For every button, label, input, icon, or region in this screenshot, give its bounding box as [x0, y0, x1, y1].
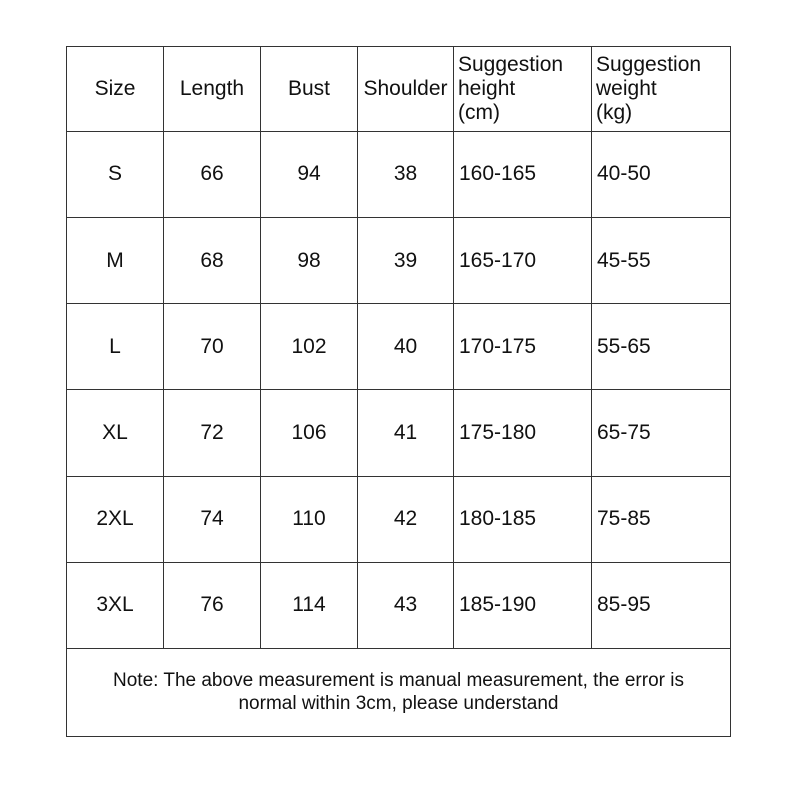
- cell-height: 185-190: [454, 562, 592, 648]
- cell-length: 76: [164, 562, 261, 648]
- cell-height: 160-165: [454, 132, 592, 218]
- cell-length: 68: [164, 218, 261, 304]
- cell-bust: 110: [261, 476, 358, 562]
- note-cell: [67, 648, 731, 736]
- cell-bust: 94: [261, 132, 358, 218]
- header-weight-line-1: Suggestion: [596, 52, 702, 76]
- cell-bust: 98: [261, 218, 358, 304]
- table-row: [67, 562, 731, 648]
- header-length: Length: [164, 47, 261, 132]
- header-row: [67, 47, 731, 132]
- cell-length: 66: [164, 132, 261, 218]
- cell-height: 165-170: [454, 218, 592, 304]
- cell-size: M: [67, 218, 164, 304]
- cell-weight: 75-85: [592, 476, 731, 562]
- table-row: [67, 218, 731, 304]
- header-weight-line-2: weight: [596, 76, 657, 100]
- cell-size: 2XL: [67, 476, 164, 562]
- header-size: Size: [67, 47, 164, 132]
- note-line-2: normal within 3cm, please understand: [238, 693, 559, 715]
- cell-shoulder: 42: [358, 476, 454, 562]
- cell-size: XL: [67, 390, 164, 476]
- cell-size: L: [67, 304, 164, 390]
- cell-shoulder: 43: [358, 562, 454, 648]
- table-row: [67, 304, 731, 390]
- header-height-line-2: height: [458, 76, 516, 100]
- cell-length: 70: [164, 304, 261, 390]
- cell-shoulder: 38: [358, 132, 454, 218]
- cell-shoulder: 41: [358, 390, 454, 476]
- cell-bust: 102: [261, 304, 358, 390]
- header-suggestion-weight: [592, 47, 731, 132]
- note-line-1: Note: The above measurement is manual measurement, the error is: [113, 669, 684, 691]
- cell-height: 175-180: [454, 390, 592, 476]
- header-height-line-1: Suggestion: [458, 52, 564, 76]
- header-suggestion-height: [454, 47, 592, 132]
- cell-weight: 55-65: [592, 304, 731, 390]
- cell-shoulder: 40: [358, 304, 454, 390]
- cell-shoulder: 39: [358, 218, 454, 304]
- cell-weight: 65-75: [592, 390, 731, 476]
- cell-height: 170-175: [454, 304, 592, 390]
- cell-weight: 45-55: [592, 218, 731, 304]
- cell-size: 3XL: [67, 562, 164, 648]
- cell-size: S: [67, 132, 164, 218]
- header-shoulder: Shoulder: [358, 47, 454, 132]
- cell-weight: 85-95: [592, 562, 731, 648]
- cell-length: 74: [164, 476, 261, 562]
- cell-weight: 40-50: [592, 132, 731, 218]
- table-row: [67, 132, 731, 218]
- cell-height: 180-185: [454, 476, 592, 562]
- size-chart-table: [66, 46, 731, 737]
- header-height-line-3: (cm): [458, 101, 500, 125]
- cell-bust: 114: [261, 562, 358, 648]
- table-row: [67, 390, 731, 476]
- header-weight-line-3: (kg): [596, 101, 633, 125]
- note-row: [67, 648, 731, 736]
- header-bust: Bust: [261, 47, 358, 132]
- table-row: [67, 476, 731, 562]
- cell-length: 72: [164, 390, 261, 476]
- cell-bust: 106: [261, 390, 358, 476]
